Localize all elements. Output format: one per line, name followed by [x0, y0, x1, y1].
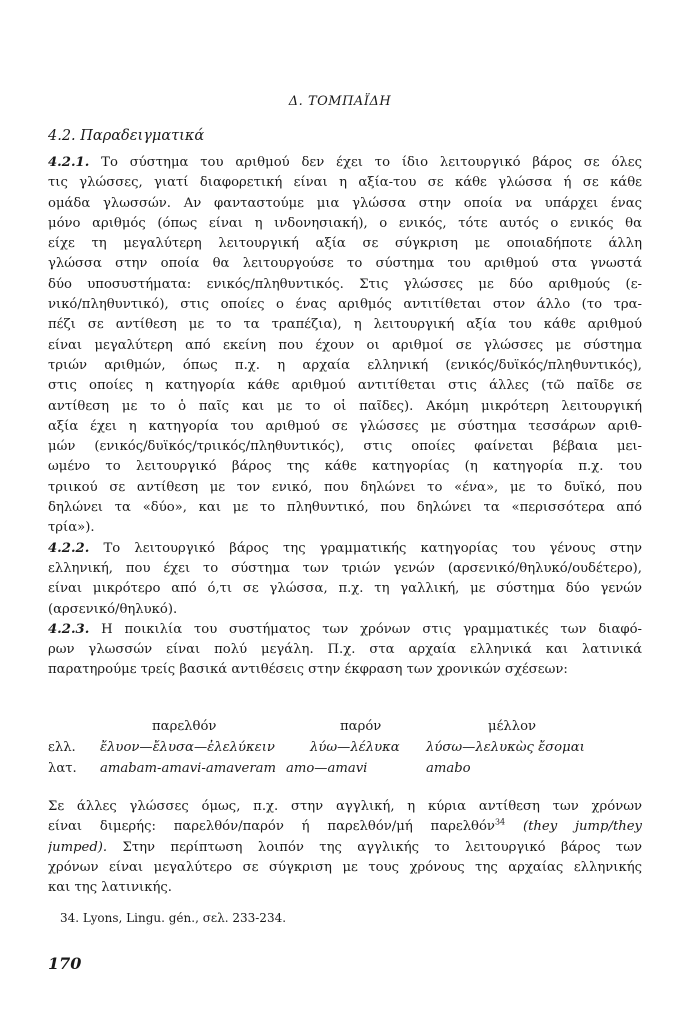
section-title: 4.2. Παραδειγματικά	[48, 128, 205, 144]
header-past: παρελθόν	[152, 719, 217, 734]
row-present: λύω—λέλυκα	[310, 740, 400, 755]
tense-row-greek	[48, 740, 642, 761]
footnote-ref: 34	[494, 817, 506, 827]
paragraph-english-tenses: Σε άλλες γλώσσες όμως, π.χ. στην αγγλική, η κύρια αντίθεση των χρόνων είναι διμερής: παρελθόν/παρόν ή παρελθόν/μή παρελθόν$^{34}$ (they jump/they jumped). Στην περίπτωση λοιπόν της αγγλικής το λειτουργικό βάρος των χρόνων είναι μεγαλύτερο σε σύγκριση με τους χρόνους της αρχαίας ελληνικής και της λατινικής.	[48, 799, 642, 896]
tense-row-latin	[48, 761, 642, 782]
body-text	[48, 153, 642, 681]
header-future: μέλλον	[488, 719, 537, 734]
row-language: λατ.	[48, 761, 77, 776]
running-header: Δ. ΤΟΜΠΑΪΔΗ	[288, 94, 392, 109]
tense-table-header-row	[48, 719, 642, 740]
paragraph-number: 4.2.3.	[48, 621, 90, 637]
row-present: amo—amavi	[286, 761, 368, 776]
paragraph-4-2-3: 4.2.3. Η ποικιλία του συστήματος των χρόνων στις γραμματικές των διαφό- ρων γλωσσών είναι πολύ μεγάλη. Π.χ. στα αρχαία ελληνικά και λατινικά παρατηρούμε τρείς βασικά αντιθέσεις στην έκφραση των χρονικών σχέσεων:	[48, 621, 642, 678]
row-future: λύσω—λελυκὼς ἔσομαι	[426, 740, 585, 755]
paragraph-number: 4.2.2.	[48, 540, 90, 556]
footnote: 34. Lyons, Lingu. gén., σελ. 233-234.	[60, 911, 287, 925]
paragraph-number: 4.2.1.	[48, 155, 90, 170]
row-language: ελλ.	[48, 740, 76, 755]
row-future: amabo	[426, 761, 471, 776]
paragraph-4-2-1: 4.2.1. Το σύστημα του αριθμού δεν έχει το ίδιο λειτουργικό βάρος σε όλες τις γλώσσες, γιατί διαφορετική είναι η αξία-του σε κάθε γλώσσα ή σε κάθε ομάδα γλωσσών. Αν φανταστούμε μια γλώσσα στην οποία να υπάρχει ένας μόνο αριθμός (όπως είναι η ινδονησιακή), ο ενικός, τότε αυτός ο ενικός θα είχε τη μεγαλύτερη λειτουργική αξία σε σύγκριση με οποιαδήποτε άλλη γλώσσα στην οποία θα λειτουργούσε το σύστημα του αριθμού στα γνωστά δύο υποσυστήματα: ενικός/πληθυντικός. Στις γλώσσες με δύο αριθμούς (ε- νικό/πληθυντικό), στις οποίες ο ένας αριθμός αντιτίθεται στον άλλο (το τρα- πέζι σε αντίθεση με το τα τραπέζια), η λειτουργική αξία του κάθε αριθμού είναι μεγαλύτερη από εκείνη που έχουν οι αριθμοί σε γλώσσες με σύστημα τριών αριθμών, όπως π.χ. η αρχαία ελληνική (ενικός/δυϊκός/πληθυντικός), στις οποίες η κατηγορία κάθε αριθμού αντιτίθεται στις άλλες (τῶ παῖδε σε αντίθεση με το ὁ παῖς και με το οἱ παῖδες). Ακόμη μικρότερη λειτουργική αξία έχει η κατηγορία του αριθμού σε γλώσσες με σύστημα τεσσάρων αριθ- μών (ενικός/δυϊκός/τριικός/πληθυντικός), στις οποίες φαίνεται βέβαια μει- ωμένο το λειτουργικό βάρος της κάθε κατηγορίας (η κατηγορία π.χ. του τριικού σε αντίθεση με τον ενικό, που δηλώνει το «ένα», με το δυϊκό, που δηλώνει τα «δύο», και με το πληθυντικό, που δηλώνει τα «περισσότερα από τρία»).	[48, 155, 642, 536]
row-past: amabam-amavi-amaveram	[100, 761, 277, 776]
tense-table	[48, 719, 642, 782]
paragraph-4-2-2: 4.2.2. Το λειτουργικό βάρος της γραμματικής κατηγορίας του γένους στην ελληνική, που έχει το σύστημα των τριών γενών (αρσενικό/θηλυκό/ουδέτερο), είναι μικρότερο από ό,τι σε γλώσσα, π.χ. τη γαλλική, με σύστημα δύο γενών (αρσενικό/θηλυκό).	[48, 540, 642, 617]
page-number: 170	[48, 954, 82, 973]
header-present: παρόν	[340, 719, 382, 734]
row-past: ἔλυον—ἔλυσα—ἐλελύκειν	[100, 740, 275, 755]
